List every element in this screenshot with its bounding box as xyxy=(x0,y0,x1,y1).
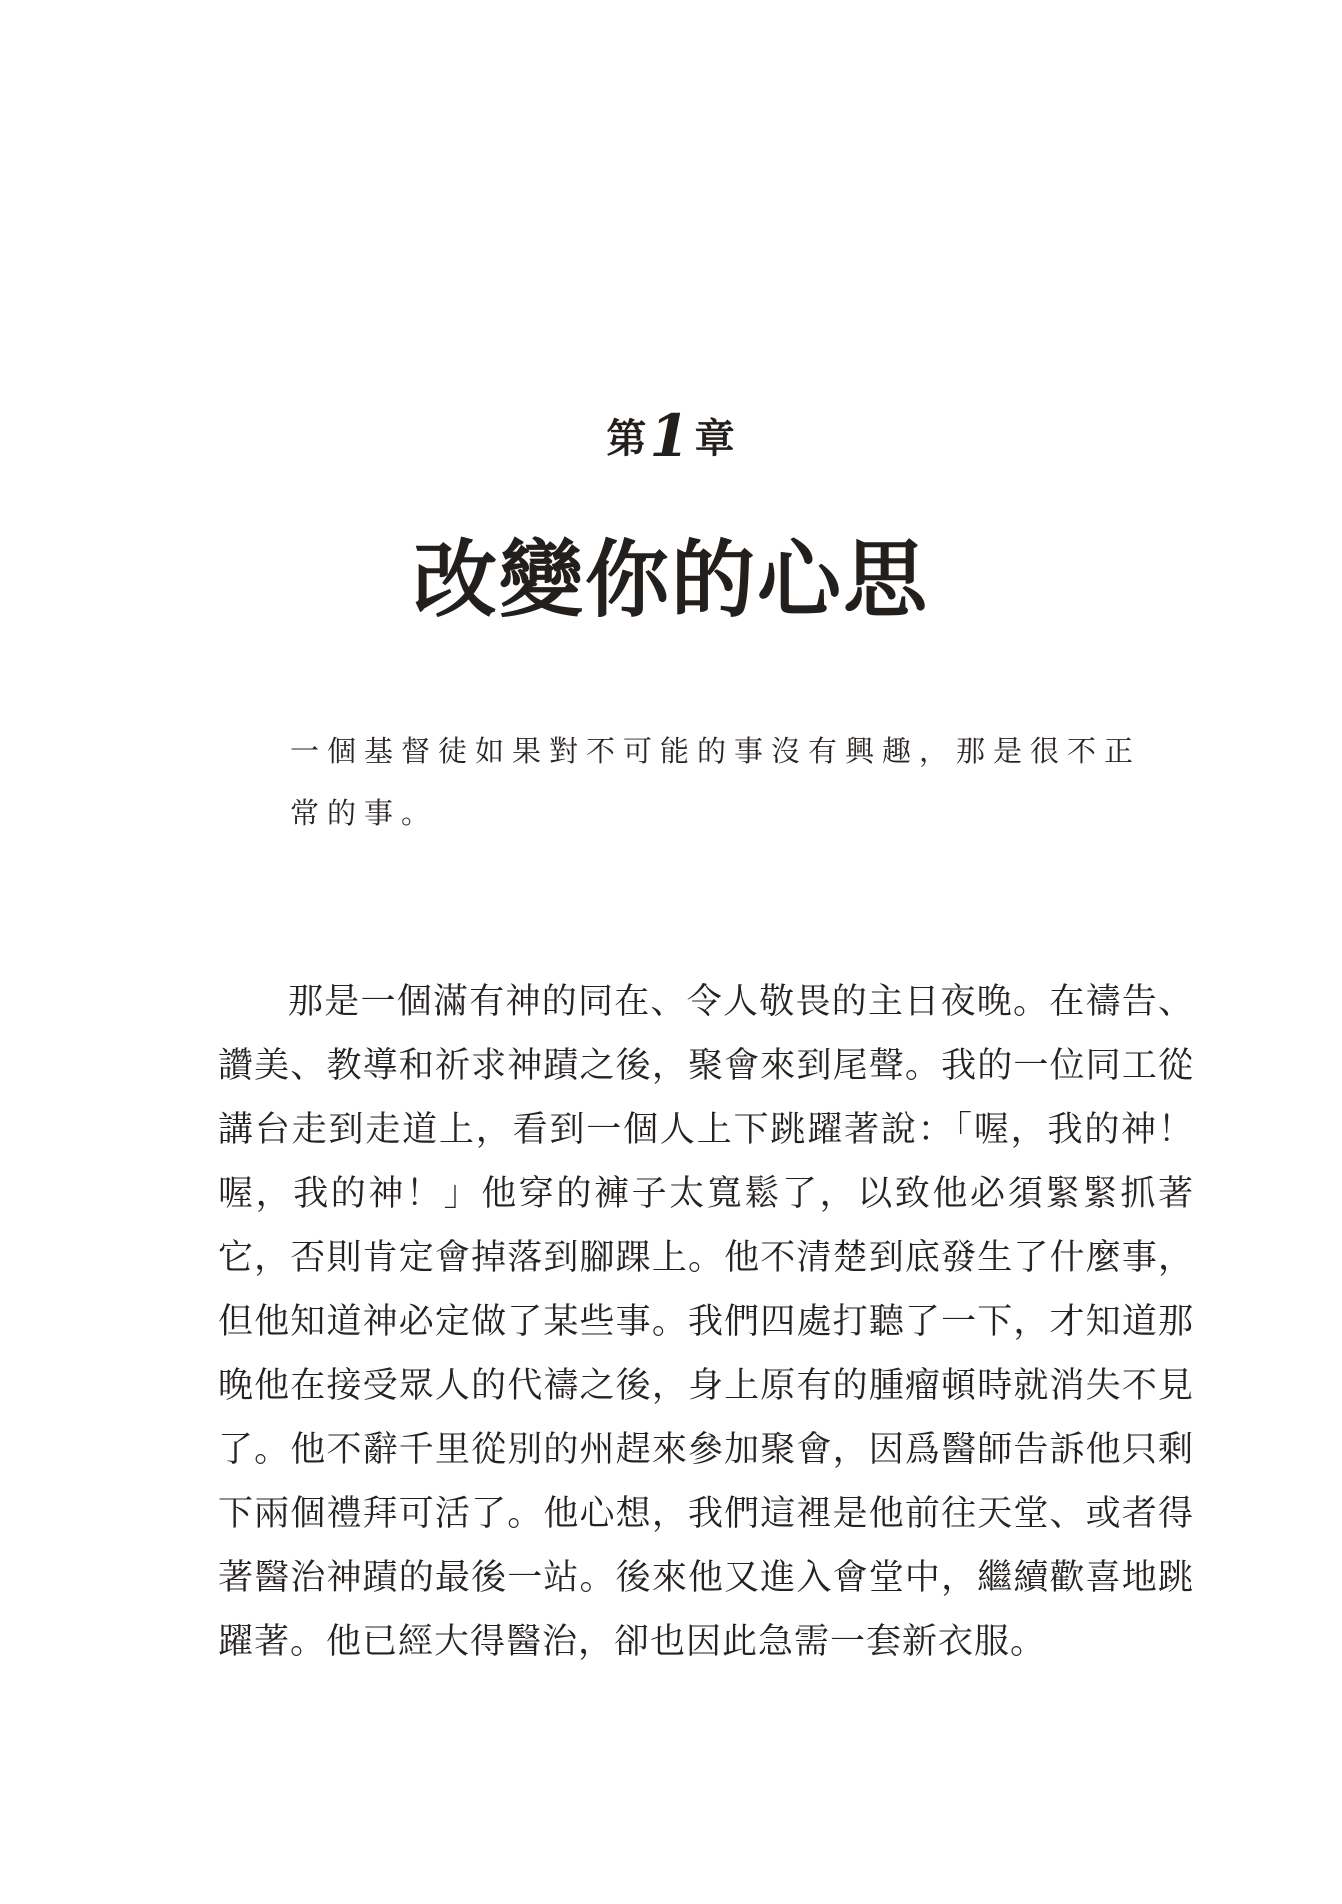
chapter-number: 1 xyxy=(649,402,691,470)
chapter-label xyxy=(0,402,1342,470)
chapter-title: 改變你的心思 xyxy=(412,530,929,629)
epigraph: 一個基督徒如果對不可能的事沒有興趣，那是很不正常的事。 xyxy=(290,734,1142,830)
body-paragraph: 那是一個滿有神的同在、令人敬畏的主日夜晚。在禱告、讚美、教導和祈求神蹟之後，聚會來到尾聲。我的一位同工從講台走到走道上，看到一個人上下跳躍著說：「喔，我的神！喔，我的神！」他穿的褲子太寬鬆了，以致他必須緊緊抓著它，否則肯定會掉落到腳踝上。他不清楚到底發生了什麼事，但他知道神必定做了某些事。我們四處打聽了一下，才知道那晚他在接受眾人的代禱之後，身上原有的腫瘤頓時就消失不見了。他不辭千里從別的州趕來參加聚會，因爲醫師告訴他只剩下兩個禮拜可活了。他心想，我們這裡是他前往天堂、或者得著醫治神蹟的最後一站。後來他又進入會堂中，繼續歡喜地跳躍著。他已經大得醫治，卻也因此急需一套新衣服。 xyxy=(218,982,1194,1662)
chapter-suffix: 章 xyxy=(694,416,736,462)
chapter-prefix: 第 xyxy=(606,416,648,462)
